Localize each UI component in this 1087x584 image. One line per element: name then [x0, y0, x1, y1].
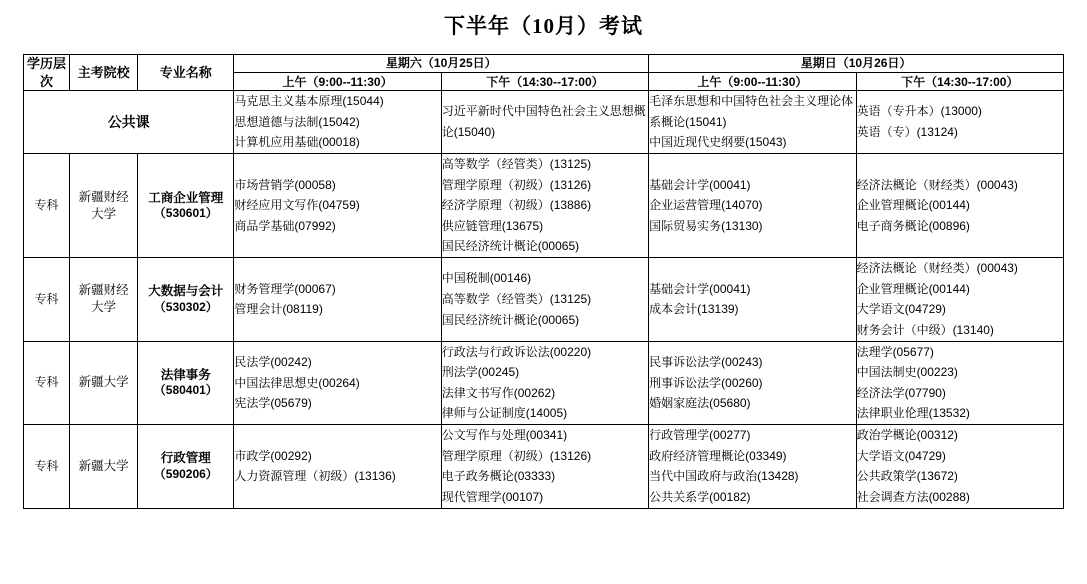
public-sun-pm-courses: [856, 91, 1063, 154]
course-item: 财务会计（中级）(13140): [856, 322, 994, 337]
exam-schedule-table: [23, 54, 1064, 509]
cell-sat-pm: [441, 153, 648, 257]
cell-school: [70, 425, 138, 509]
course-item: 国际贸易实务(13130): [649, 218, 763, 233]
cell-sun-pm: [856, 341, 1063, 425]
course-item: 企业管理概论(00144): [856, 198, 970, 213]
cell-level: 专科: [24, 258, 70, 342]
course-item: 民事诉讼法学(00243): [649, 354, 763, 369]
header-sat-pm: 下午（14:30--17:00）: [441, 72, 648, 90]
course-item: 公文写作与处理(00341): [441, 428, 568, 443]
course-item: 刑法学(00245): [441, 365, 520, 380]
school-name-line: 大学: [91, 300, 117, 315]
course-item: 行政管理学(00277): [649, 428, 751, 443]
major-code: （580401）: [153, 383, 218, 398]
table-row: [24, 153, 1064, 257]
cell-sun-am: [649, 341, 856, 425]
course-item: 计算机应用基础(00018): [234, 135, 360, 150]
course-item: 中国近现代史纲要(15043): [649, 135, 787, 150]
cell-level: 专科: [24, 153, 70, 257]
cell-sun-pm: [856, 258, 1063, 342]
course-item: 管理学原理（初级）(13126): [441, 448, 592, 463]
table-header: [24, 55, 1064, 91]
cell-sat-am: [234, 258, 441, 342]
course-item: 管理学原理（初级）(13126): [441, 177, 592, 192]
school-name-line: 新疆大学: [78, 375, 129, 390]
public-sat-pm-courses: [441, 91, 648, 154]
cell-sun-am: [649, 258, 856, 342]
cell-major: [138, 153, 234, 257]
course-item: 宪法学(05679): [234, 396, 312, 411]
course-item: 论(15040): [441, 125, 496, 140]
public-course-label: 公共课: [24, 91, 234, 154]
course-item: 电子政务概论(03333): [441, 469, 556, 484]
course-item: 国民经济统计概论(00065): [441, 239, 580, 254]
header-level-label: 学历层次: [27, 56, 67, 89]
header-sun-am: 上午（9:00--11:30）: [649, 72, 856, 90]
course-item: 财经应用文写作(04759): [234, 198, 360, 213]
course-item: 商品学基础(07992): [234, 218, 336, 233]
course-item: 英语（专升本）(13000): [856, 104, 982, 119]
cell-level: 专科: [24, 341, 70, 425]
major-code: （530601）: [153, 205, 218, 220]
cell-sat-pm: [441, 258, 648, 342]
course-item: 市场营销学(00058): [234, 177, 336, 192]
header-sunday: 星期日（10月26日）: [649, 55, 1064, 73]
course-item: 高等数学（经管类）(13125): [441, 156, 592, 171]
course-item: 马克思主义基本原理(15044): [234, 94, 384, 109]
course-item: 政府经济管理概论(03349): [649, 448, 787, 463]
header-school: [70, 55, 138, 91]
school-name-line: 新疆财经: [78, 283, 129, 298]
course-item: 中国税制(00146): [441, 271, 532, 286]
course-item: 经济法学(07790): [856, 385, 946, 400]
cell-level: 专科: [24, 425, 70, 509]
course-item: 大学语文(04729): [856, 302, 946, 317]
school-name-line: 大学: [91, 206, 117, 221]
course-item: 基础会计学(00041): [649, 281, 751, 296]
major-code: （590206）: [153, 466, 218, 481]
cell-sat-am: [234, 425, 441, 509]
header-level: [24, 55, 70, 91]
course-item: 公共政策学(13672): [856, 469, 958, 484]
course-item: 经济法概论（财经类）(00043): [856, 177, 1018, 192]
course-item: 习近平新时代中国特色社会主义思想概: [441, 104, 646, 119]
course-item: 公共关系学(00182): [649, 489, 751, 504]
cell-major: [138, 341, 234, 425]
course-item: 律师与公证制度(14005): [441, 406, 568, 421]
major-name: 工商企业管理: [148, 190, 224, 205]
course-item: 国民经济统计概论(00065): [441, 312, 580, 327]
course-item: 经济法概论（财经类）(00043): [856, 261, 1018, 276]
course-item: 企业管理概论(00144): [856, 281, 970, 296]
course-item: 当代中国政府与政治(13428): [649, 469, 799, 484]
major-code: （530302）: [153, 299, 218, 314]
header-sat-am: 上午（9:00--11:30）: [234, 72, 441, 90]
course-item: 企业运营管理(14070): [649, 198, 763, 213]
cell-sun-pm: [856, 153, 1063, 257]
course-item: 成本会计(13139): [649, 302, 739, 317]
course-item: 管理会计(08119): [234, 302, 323, 317]
course-item: 法律职业伦理(13532): [856, 406, 970, 421]
course-item: 系概论(15041): [649, 114, 727, 129]
course-item: 英语（专）(13124): [856, 125, 958, 140]
course-item: 供应链管理(13675): [441, 218, 544, 233]
course-item: 政治学概论(00312): [856, 428, 958, 443]
course-item: 婚姻家庭法(05680): [649, 396, 751, 411]
course-item: 毛泽东思想和中国特色社会主义理论体: [649, 94, 854, 109]
page-title: 下半年（10月）考试: [444, 14, 643, 38]
header-saturday: 星期六（10月25日）: [234, 55, 649, 73]
public-sun-am-courses: [649, 91, 856, 154]
course-item: 中国法制史(00223): [856, 365, 958, 380]
header-major-label: 专业名称: [159, 64, 212, 80]
table-body: [24, 91, 1064, 509]
major-name: 大数据与会计: [148, 284, 224, 299]
major-name: 行政管理: [160, 451, 211, 466]
header-major: [138, 55, 234, 91]
table-row: [24, 258, 1064, 342]
header-sun-pm: 下午（14:30--17:00）: [856, 72, 1063, 90]
course-item: 行政法与行政诉讼法(00220): [441, 344, 592, 359]
course-item: 大学语文(04729): [856, 448, 946, 463]
cell-sat-am: [234, 153, 441, 257]
cell-sat-am: [234, 341, 441, 425]
header-school-label: 主考院校: [77, 64, 130, 80]
course-item: 中国法律思想史(00264): [234, 375, 360, 390]
table-row: [24, 341, 1064, 425]
course-item: 民法学(00242): [234, 354, 312, 369]
cell-sun-am: [649, 153, 856, 257]
cell-school: [70, 341, 138, 425]
course-item: 经济学原理（初级）(13886): [441, 198, 592, 213]
course-item: 现代管理学(00107): [441, 489, 544, 504]
cell-sat-pm: [441, 341, 648, 425]
course-item: 法律文书写作(00262): [441, 385, 556, 400]
course-item: 高等数学（经管类）(13125): [441, 292, 592, 307]
course-item: 法理学(05677): [856, 344, 934, 359]
course-item: 电子商务概论(00896): [856, 218, 970, 233]
table-row-public: [24, 91, 1064, 154]
course-item: 基础会计学(00041): [649, 177, 751, 192]
cell-school: [70, 153, 138, 257]
cell-major: [138, 425, 234, 509]
cell-school: [70, 258, 138, 342]
school-name-line: 新疆财经: [78, 189, 129, 204]
course-item: 社会调查方法(00288): [856, 489, 970, 504]
public-sat-am-courses: [234, 91, 441, 154]
course-item: 刑事诉讼法学(00260): [649, 375, 763, 390]
header-row-1: [24, 55, 1064, 73]
course-item: 市政学(00292): [234, 448, 312, 463]
course-item: 人力资源管理（初级）(13136): [234, 469, 396, 484]
cell-major: [138, 258, 234, 342]
major-name: 法律事务: [160, 367, 211, 382]
cell-sat-pm: [441, 425, 648, 509]
cell-sun-am: [649, 425, 856, 509]
course-item: 思想道德与法制(15042): [234, 114, 360, 129]
cell-sun-pm: [856, 425, 1063, 509]
school-name-line: 新疆大学: [78, 458, 129, 473]
table-row: [24, 425, 1064, 509]
course-item: 财务管理学(00067): [234, 281, 336, 296]
